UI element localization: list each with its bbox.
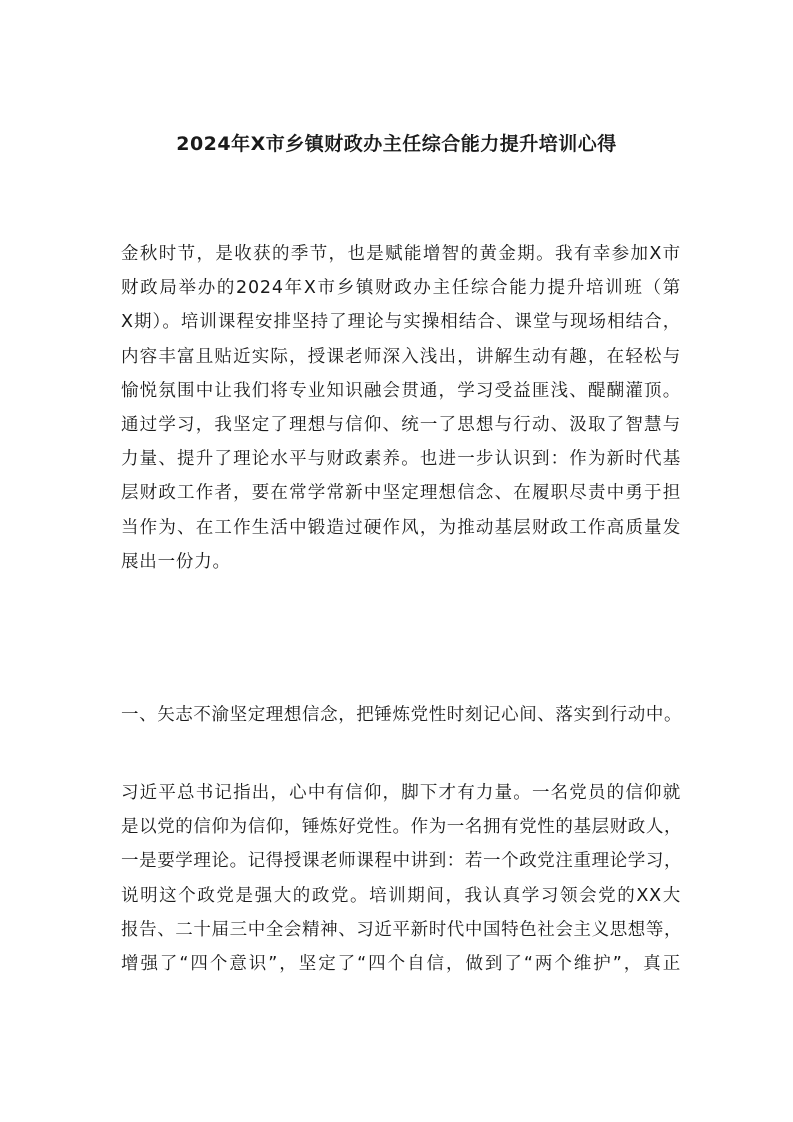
paragraph-line: 力量、提升了理论水平与财政素养。也进一步认识到：作为新时代基	[121, 449, 681, 470]
section-heading-1	[121, 698, 681, 732]
paragraph-section-1	[121, 776, 681, 981]
document-title: 2024年X市乡镇财政办主任综合能力提升培训心得	[176, 133, 617, 155]
paragraph-line: 是以党的信仰为信仰，锤炼好党性。作为一名拥有党性的基层财政人，	[121, 817, 683, 838]
paragraph-line: 一是要学理论。记得授课老师课程中讲到：若一个政党注重理论学习，	[121, 851, 683, 872]
section-heading-text: 一、矢志不渝坚定理想信念，把锤炼党性时刻记心间、落实到行动中。	[121, 705, 683, 725]
paragraph-line: 说明这个政党是强大的政党。培训期间，我认真学习领会党的XX大	[121, 885, 681, 906]
paragraph-line: X期）。培训课程安排坚持了理论与实操相结合、课堂与现场相结合，	[121, 312, 681, 333]
paragraph-intro	[121, 237, 681, 579]
paragraph-line: 增强了“四个意识”，坚定了“四个自信，做到了“两个维护”，真正	[121, 953, 681, 974]
paragraph-line: 习近平总书记指出，心中有信仰，脚下才有力量。一名党员的信仰就	[121, 783, 681, 803]
paragraph-line: 财政局举办的2024年X市乡镇财政办主任综合能力提升培训班（第	[121, 278, 681, 299]
paragraph-line: 展出一份力。	[121, 551, 231, 572]
paragraph-line: 通过学习，我坚定了理想与信仰、统一了思想与行动、汲取了智慧与	[121, 414, 681, 435]
paragraph-line: 金秋时节，是收获的季节，也是赋能增智的黄金期。我有幸参加X市	[121, 244, 681, 264]
paragraph-line: 层财政工作者，要在常学常新中坚定理想信念、在履职尽责中勇于担	[121, 483, 681, 504]
paragraph-line: 当作为、在工作生活中锻造过硬作风，为推动基层财政工作高质量发	[121, 517, 681, 538]
paragraph-line: 报告、二十届三中全会精神、习近平新时代中国特色社会主义思想等，	[121, 919, 683, 940]
paragraph-line: 愉悦氛围中让我们将专业知识融会贯通，学习受益匪浅、醍醐灌顶。	[121, 380, 681, 401]
paragraph-line: 内容丰富且贴近实际，授课老师深入浅出，讲解生动有趣，在轻松与	[121, 346, 681, 367]
